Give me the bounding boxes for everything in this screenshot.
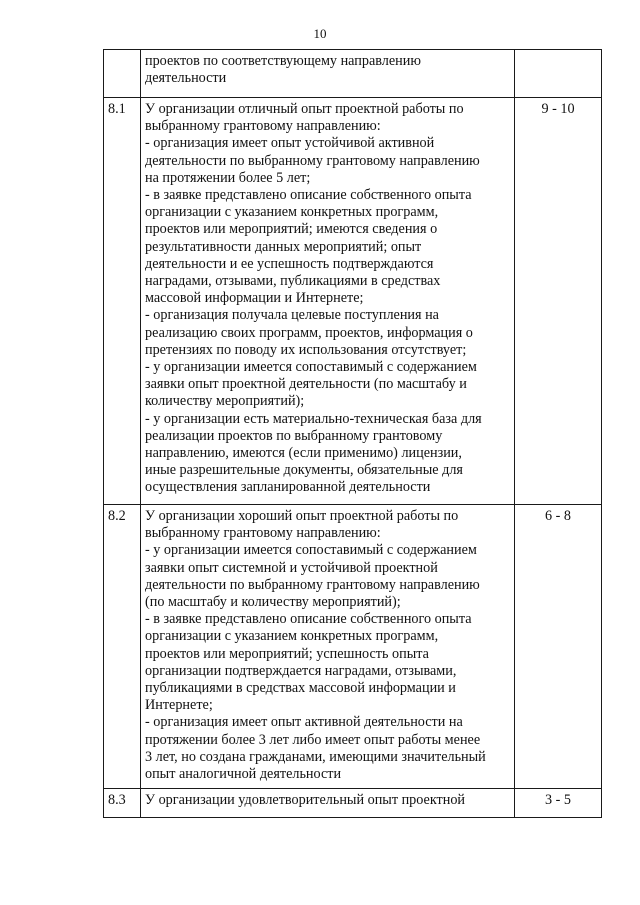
description-line: деятельности и ее успешность подтверждаются xyxy=(145,255,434,272)
description-line: заявки опыт системной и устойчивой проектной xyxy=(145,559,438,576)
description-line: заявки опыт проектной деятельности (по масштабу и xyxy=(145,376,467,393)
description-line: проектов по соответствующему направлению xyxy=(145,53,421,69)
description-line: - организация имеет опыт устойчивой активной xyxy=(145,135,435,152)
description-line: осуществления запланированной деятельности xyxy=(145,479,431,496)
description-line: - в заявке представлено описание собственного опыта xyxy=(145,611,472,628)
description-line: деятельности по выбранному грантовому направлению xyxy=(145,152,480,169)
description-line: выбранному грантовому направлению: xyxy=(145,525,381,542)
description-line: на протяжении более 5 лет; xyxy=(145,169,311,186)
criterion-description xyxy=(141,789,515,818)
criterion-description xyxy=(141,98,515,505)
description-line: У организации хороший опыт проектной работы по xyxy=(145,508,459,524)
description-line: организации с указанием конкретных программ, xyxy=(145,204,439,221)
description-line: деятельности xyxy=(145,70,227,87)
description-line: - организация получала целевые поступления на xyxy=(145,307,439,324)
criterion-score: 3 - 5 xyxy=(515,789,602,818)
description-line: организации подтверждается наградами, отзывами, xyxy=(145,662,457,679)
table-row xyxy=(104,505,602,789)
table-row xyxy=(104,98,602,505)
page-number: 10 xyxy=(313,26,327,41)
description-line: количеству мероприятий); xyxy=(145,393,305,410)
description-line: иные разрешительные документы, обязательные для xyxy=(145,462,463,479)
criterion-score xyxy=(515,50,602,98)
criterion-number: 8.1 xyxy=(104,98,141,505)
criterion-number: 8.2 xyxy=(104,505,141,789)
description-line: 3 лет, но создана гражданами, имеющими значительный xyxy=(145,748,486,765)
description-line: (по масштабу и количеству мероприятий); xyxy=(145,594,401,611)
description-line: - у организации есть материально-техническая база для xyxy=(145,410,482,427)
description-line: претензиях по поводу их использования отсутствует; xyxy=(145,341,467,358)
description-line: протяжении более 3 лет либо имеет опыт работы менее xyxy=(145,731,481,748)
criterion-number: 8.3 xyxy=(104,789,141,818)
description-line: массовой информации и Интернете; xyxy=(145,290,364,307)
description-line: - у организации имеется сопоставимый с содержанием xyxy=(145,359,477,376)
criterion-description xyxy=(141,505,515,789)
criterion-score: 9 - 10 xyxy=(515,98,602,505)
description-line: - у организации имеется сопоставимый с содержанием xyxy=(145,542,477,559)
description-line: организации с указанием конкретных программ, xyxy=(145,628,439,645)
description-line: - организация имеет опыт активной деятельности на xyxy=(145,714,463,731)
description-line: выбранному грантовому направлению: xyxy=(145,118,381,135)
description-line: - в заявке представлено описание собственного опыта xyxy=(145,187,472,204)
description-line: Интернете; xyxy=(145,697,213,714)
table-row xyxy=(104,50,602,98)
table-row xyxy=(104,789,602,818)
description-line: реализацию своих программ, проектов, информация о xyxy=(145,324,473,341)
evaluation-criteria-table xyxy=(103,49,602,818)
criterion-number xyxy=(104,50,141,98)
description-line: деятельности по выбранному грантовому направлению xyxy=(145,576,480,593)
description-line: публикациями в средствах массовой информации и xyxy=(145,680,456,697)
description-line: проектов или мероприятий; имеются сведения о xyxy=(145,221,438,238)
description-line: У организации отличный опыт проектной работы по xyxy=(145,101,464,117)
description-line: У организации удовлетворительный опыт проектной xyxy=(145,792,466,808)
description-line: опыт аналогичной деятельности xyxy=(145,766,342,783)
description-line: наградами, отзывами, публикациями в средствах xyxy=(145,273,441,290)
criterion-description xyxy=(141,50,515,98)
description-line: проектов или мероприятий; успешность опыта xyxy=(145,645,429,662)
criterion-score: 6 - 8 xyxy=(515,505,602,789)
description-line: направлению, имеются (если применимо) лицензии, xyxy=(145,445,462,462)
description-line: результативности данных мероприятий; опыт xyxy=(145,238,422,255)
description-line: реализации проектов по выбранному грантовому xyxy=(145,427,443,444)
